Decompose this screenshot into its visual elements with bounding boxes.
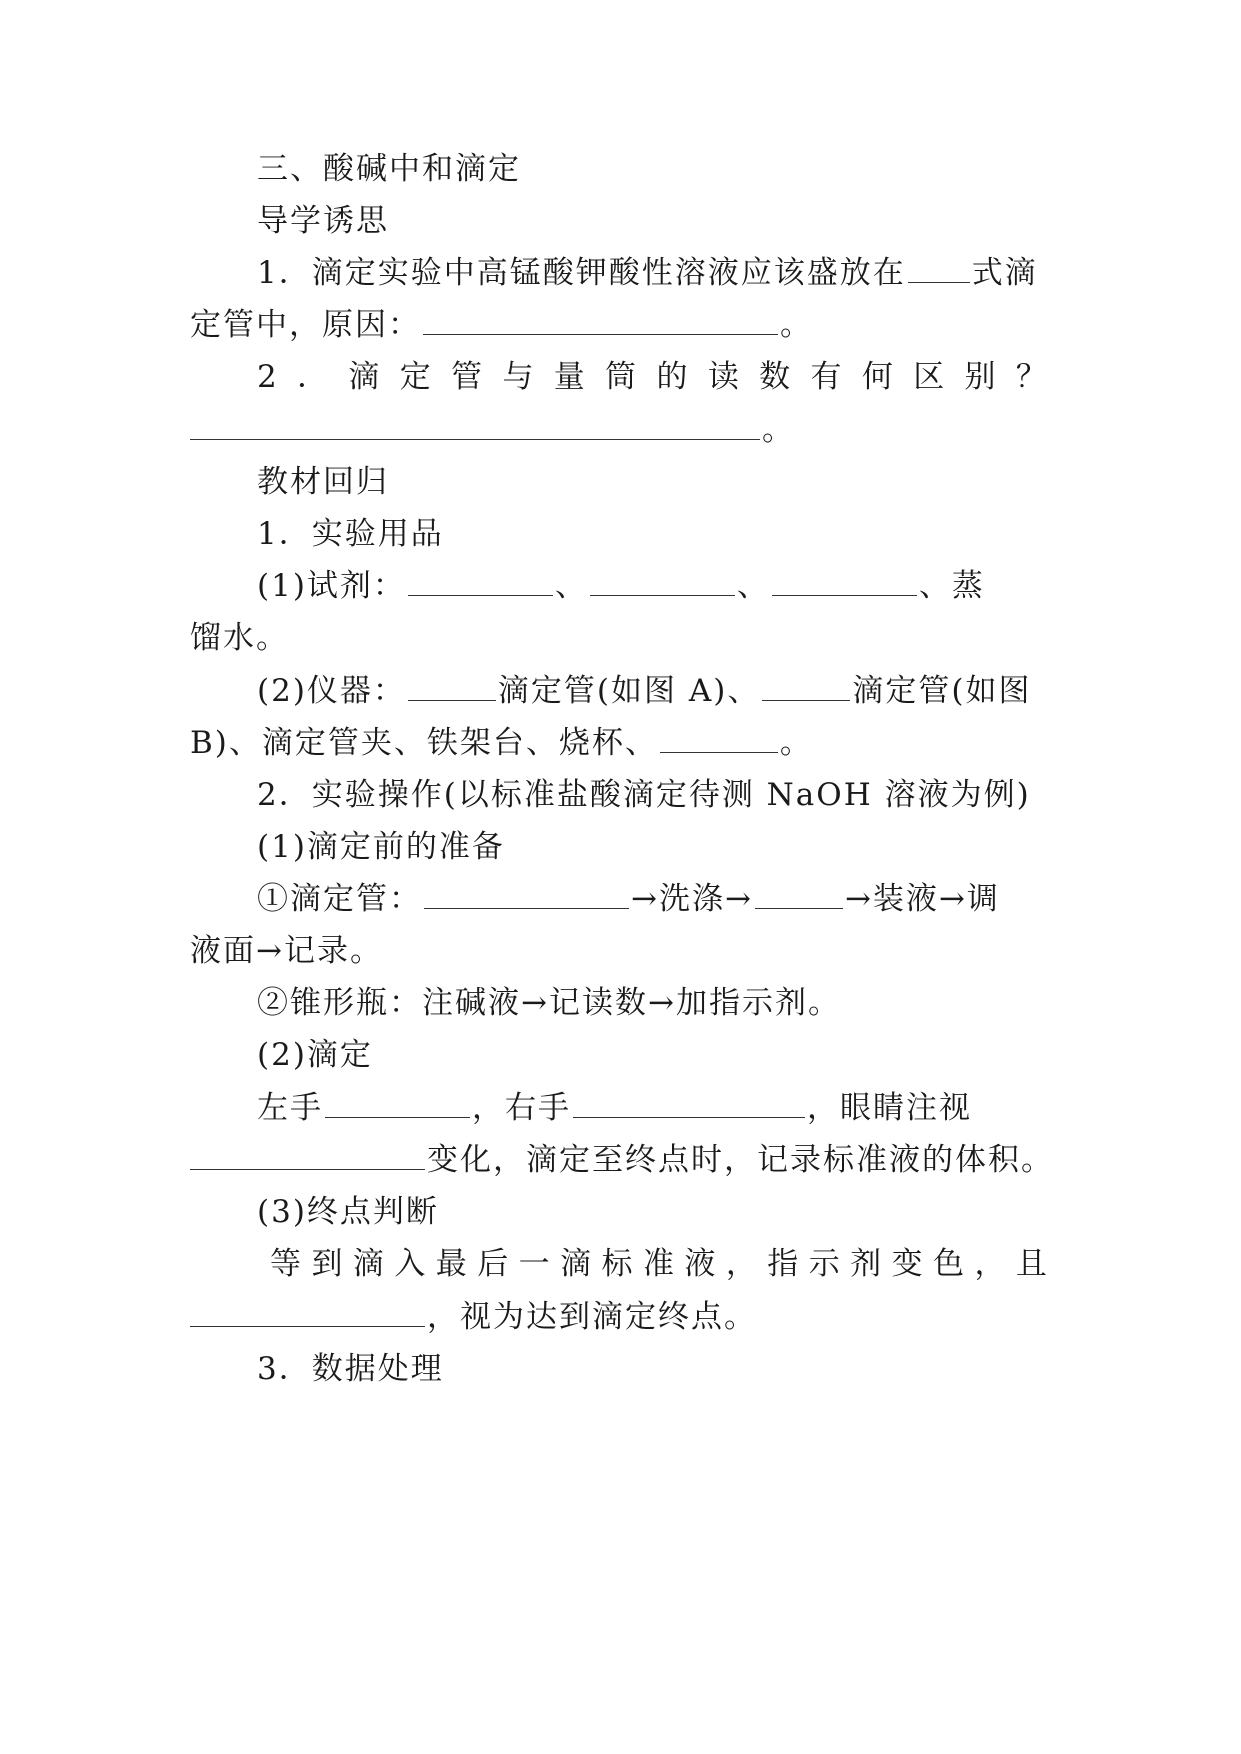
separator: 、 (554, 568, 588, 604)
period: 。 (779, 725, 813, 761)
answer-blank[interactable] (424, 882, 629, 909)
item-2-heading: 2．实验操作(以标准盐酸滴定待测 NaOH 溶液为例) (257, 777, 1031, 813)
answer-blank[interactable] (908, 256, 970, 283)
question-1-line-2 (190, 305, 1047, 345)
answer-blank[interactable] (573, 1091, 805, 1118)
prep-heading: (1)滴定前的准备 (257, 829, 505, 865)
item-1-heading: 1．实验用品 (257, 516, 444, 552)
burette-line-1 (257, 879, 1047, 919)
right-hand-label: ，右手 (472, 1090, 571, 1126)
endpoint-char: 入 (394, 1246, 426, 1282)
endpoint-heading: (3)终点判断 (257, 1194, 439, 1230)
q2-char: 定 (399, 359, 431, 395)
endpoint-char: 到 (311, 1246, 343, 1282)
titration-line-2 (190, 1140, 1054, 1180)
endpoint-char: 准 (642, 1246, 674, 1282)
instruments-text: B)、滴定管夹、铁架台、烧杯、 (190, 725, 658, 761)
q2-char: 何 (861, 359, 893, 395)
titration-text: 变化，滴定至终点时，记录标准液的体积。 (427, 1142, 1054, 1178)
reagents-line-1 (257, 566, 1047, 606)
endpoint-char: 等 (270, 1246, 301, 1282)
q2-char: ？ (1015, 359, 1047, 395)
endpoint-char: 且 (1015, 1246, 1047, 1282)
q2-char: 2 (257, 359, 277, 395)
flask-line: ②锥形瓶：注碱液→记读数→加指示剂。 (257, 985, 841, 1021)
instruments-line-1 (257, 671, 1047, 711)
period: 。 (762, 412, 795, 448)
answer-blank[interactable] (190, 1143, 425, 1170)
endpoint-char: ， (974, 1246, 1006, 1282)
reagents-text: 蒸 (951, 568, 985, 604)
q2-char: 的 (656, 359, 688, 395)
reason-label: 定管中，原因： (190, 307, 421, 343)
section-title: 三、酸碱中和滴定 (257, 151, 521, 187)
q2-char: 有 (810, 359, 842, 395)
endpoint-line-1 (270, 1244, 1047, 1284)
left-hand-label: 左手 (257, 1090, 323, 1126)
q2-char: 筒 (605, 359, 637, 395)
q2-char: 滴 (348, 359, 380, 395)
reagents-label: (1)试剂： (257, 568, 406, 604)
question-1-text: 1．滴定实验中高锰酸钾酸性溶液应该盛放在 (257, 255, 906, 291)
endpoint-char: 剂 (850, 1246, 882, 1282)
question-2-line-2 (190, 410, 1047, 450)
burette-line-2: 液面→记录。 (190, 933, 383, 969)
burette-step: →装液→调 (844, 881, 1000, 917)
endpoint-text: ，视为达到滴定终点。 (427, 1299, 757, 1335)
answer-blank[interactable] (325, 1091, 470, 1118)
answer-blank[interactable] (408, 674, 496, 701)
endpoint-char: 最 (435, 1246, 467, 1282)
q2-char: 别 (964, 359, 996, 395)
q2-char: 数 (759, 359, 791, 395)
answer-blank[interactable] (762, 674, 850, 701)
burette-label: ①滴定管： (257, 881, 422, 917)
answer-blank[interactable] (660, 726, 778, 753)
endpoint-line-2 (190, 1297, 1047, 1337)
answer-blank[interactable] (423, 308, 778, 335)
endpoint-char: 滴 (560, 1246, 592, 1282)
q2-char: 管 (451, 359, 483, 395)
instruments-text: 滴定管(如图 A)、 (497, 673, 761, 709)
item-3-heading: 3．数据处理 (257, 1351, 444, 1387)
endpoint-char: 滴 (352, 1246, 384, 1282)
endpoint-char: 一 (518, 1246, 550, 1282)
period: 。 (780, 307, 813, 343)
endpoint-char: 液 (684, 1246, 716, 1282)
endpoint-char: 色 (933, 1246, 964, 1282)
q2-char: 与 (502, 359, 534, 395)
answer-blank[interactable] (755, 882, 843, 909)
guide-heading: 导学诱思 (257, 203, 389, 239)
q2-char: ． (297, 359, 329, 395)
question-1-line-1 (257, 253, 1047, 293)
q2-char: 读 (707, 359, 739, 395)
instruments-label: (2)仪器： (257, 673, 406, 709)
question-2-line-1 (257, 357, 1047, 397)
answer-blank[interactable] (590, 569, 735, 596)
endpoint-char: 变 (891, 1246, 923, 1282)
instruments-text: 滴定管(如图 (852, 673, 1032, 709)
endpoint-char: 指 (767, 1246, 799, 1282)
endpoint-char: 示 (808, 1246, 840, 1282)
endpoint-char: 标 (601, 1246, 633, 1282)
titration-heading: (2)滴定 (257, 1037, 373, 1073)
answer-blank[interactable] (190, 413, 760, 440)
question-1-text-end: 式滴 (971, 255, 1038, 291)
separator: 、 (918, 568, 952, 604)
titration-line-1 (257, 1088, 1047, 1128)
q2-char: 量 (553, 359, 585, 395)
reagents-line-2: 馏水。 (190, 620, 289, 656)
answer-blank[interactable] (190, 1300, 425, 1327)
burette-step: →洗涤→ (631, 881, 753, 917)
q2-char: 区 (913, 359, 945, 395)
answer-blank[interactable] (772, 569, 917, 596)
textbook-heading: 教材回归 (257, 464, 389, 500)
eyes-label: ，眼睛注视 (807, 1090, 972, 1126)
separator: 、 (736, 568, 770, 604)
instruments-line-2 (190, 723, 1047, 763)
answer-blank[interactable] (408, 569, 553, 596)
endpoint-char: ， (725, 1246, 757, 1282)
endpoint-char: 后 (477, 1246, 509, 1282)
